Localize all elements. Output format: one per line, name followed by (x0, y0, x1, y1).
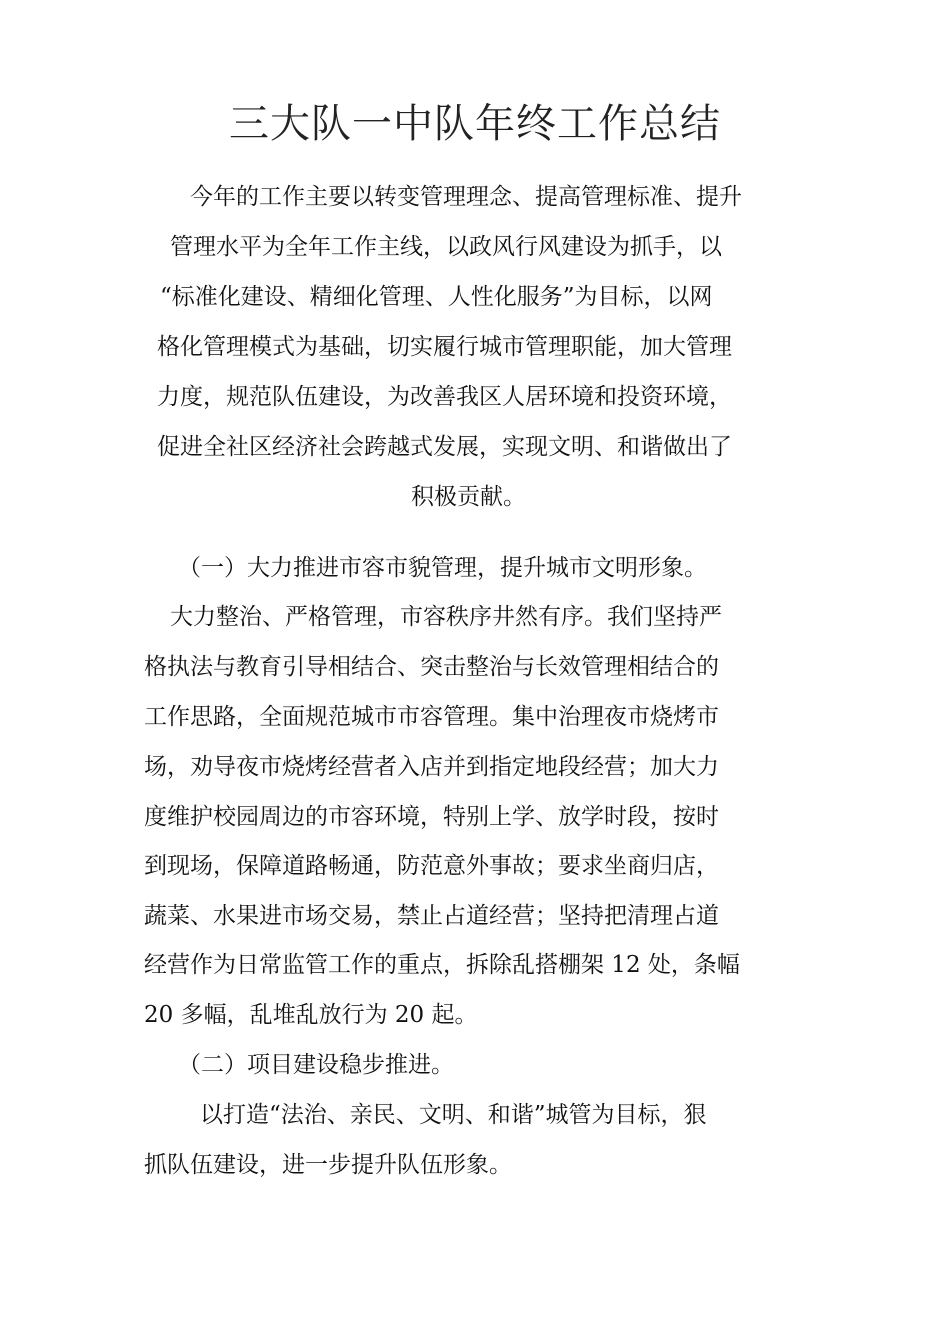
section-2-line: 以打造“法治、亲民、文明、和谐”城管为目标，狠 (200, 1102, 707, 1128)
intro-line: 格化管理模式为基础，切实履行城市管理职能，加大管理 (157, 334, 732, 360)
section-1-line: 格执法与教育引导相结合、突击整治与长效管理相结合的 (144, 654, 719, 680)
section-1-line: 场，劝导夜市烧烤经营者入店并到指定地段经营；加大力 (144, 754, 719, 780)
section-1-line: 度维护校园周边的市容环境，特别上学、放学时段，按时 (144, 804, 719, 830)
intro-line: 力度，规范队伍建设，为改善我区人居环境和投资环境， (157, 384, 732, 410)
intro-line: “标准化建设、精细化管理、人性化服务”为目标，以网 (160, 284, 713, 310)
intro-line: 今年的工作主要以转变管理理念、提高管理标准、提升 (190, 184, 742, 210)
section-1-line: 20 多幅，乱堆乱放行为 20 起。 (144, 1002, 478, 1028)
section-1-line: 工作思路，全面规范城市市容管理。集中治理夜市烧烤市 (144, 704, 719, 730)
document-title: 三大队一中队年终工作总结 (229, 101, 721, 147)
intro-line: 促进全社区经济社会跨越式发展，实现文明、和谐做出了 (157, 434, 732, 460)
section-2-heading: （二）项目建设稳步推进。 (178, 1052, 454, 1078)
section-2-line: 抓队伍建设，进一步提升队伍形象。 (144, 1152, 512, 1178)
section-1-line: 蔬菜、水果进市场交易，禁止占道经营；坚持把清理占道 (144, 903, 719, 929)
section-1-heading: （一）大力推进市容市貌管理，提升城市文明形象。 (178, 555, 707, 581)
section-1-line: 经营作为日常监管工作的重点，拆除乱搭棚架 12 处，条幅 (144, 952, 740, 978)
section-1-line: 到现场，保障道路畅通，防范意外事故；要求坐商归店， (144, 853, 719, 879)
section-1-line: 大力整治、严格管理，市容秩序井然有序。我们坚持严 (170, 604, 722, 630)
intro-line: 管理水平为全年工作主线，以政风行风建设为抓手，以 (170, 234, 722, 260)
intro-line: 积极贡献。 (411, 484, 526, 510)
